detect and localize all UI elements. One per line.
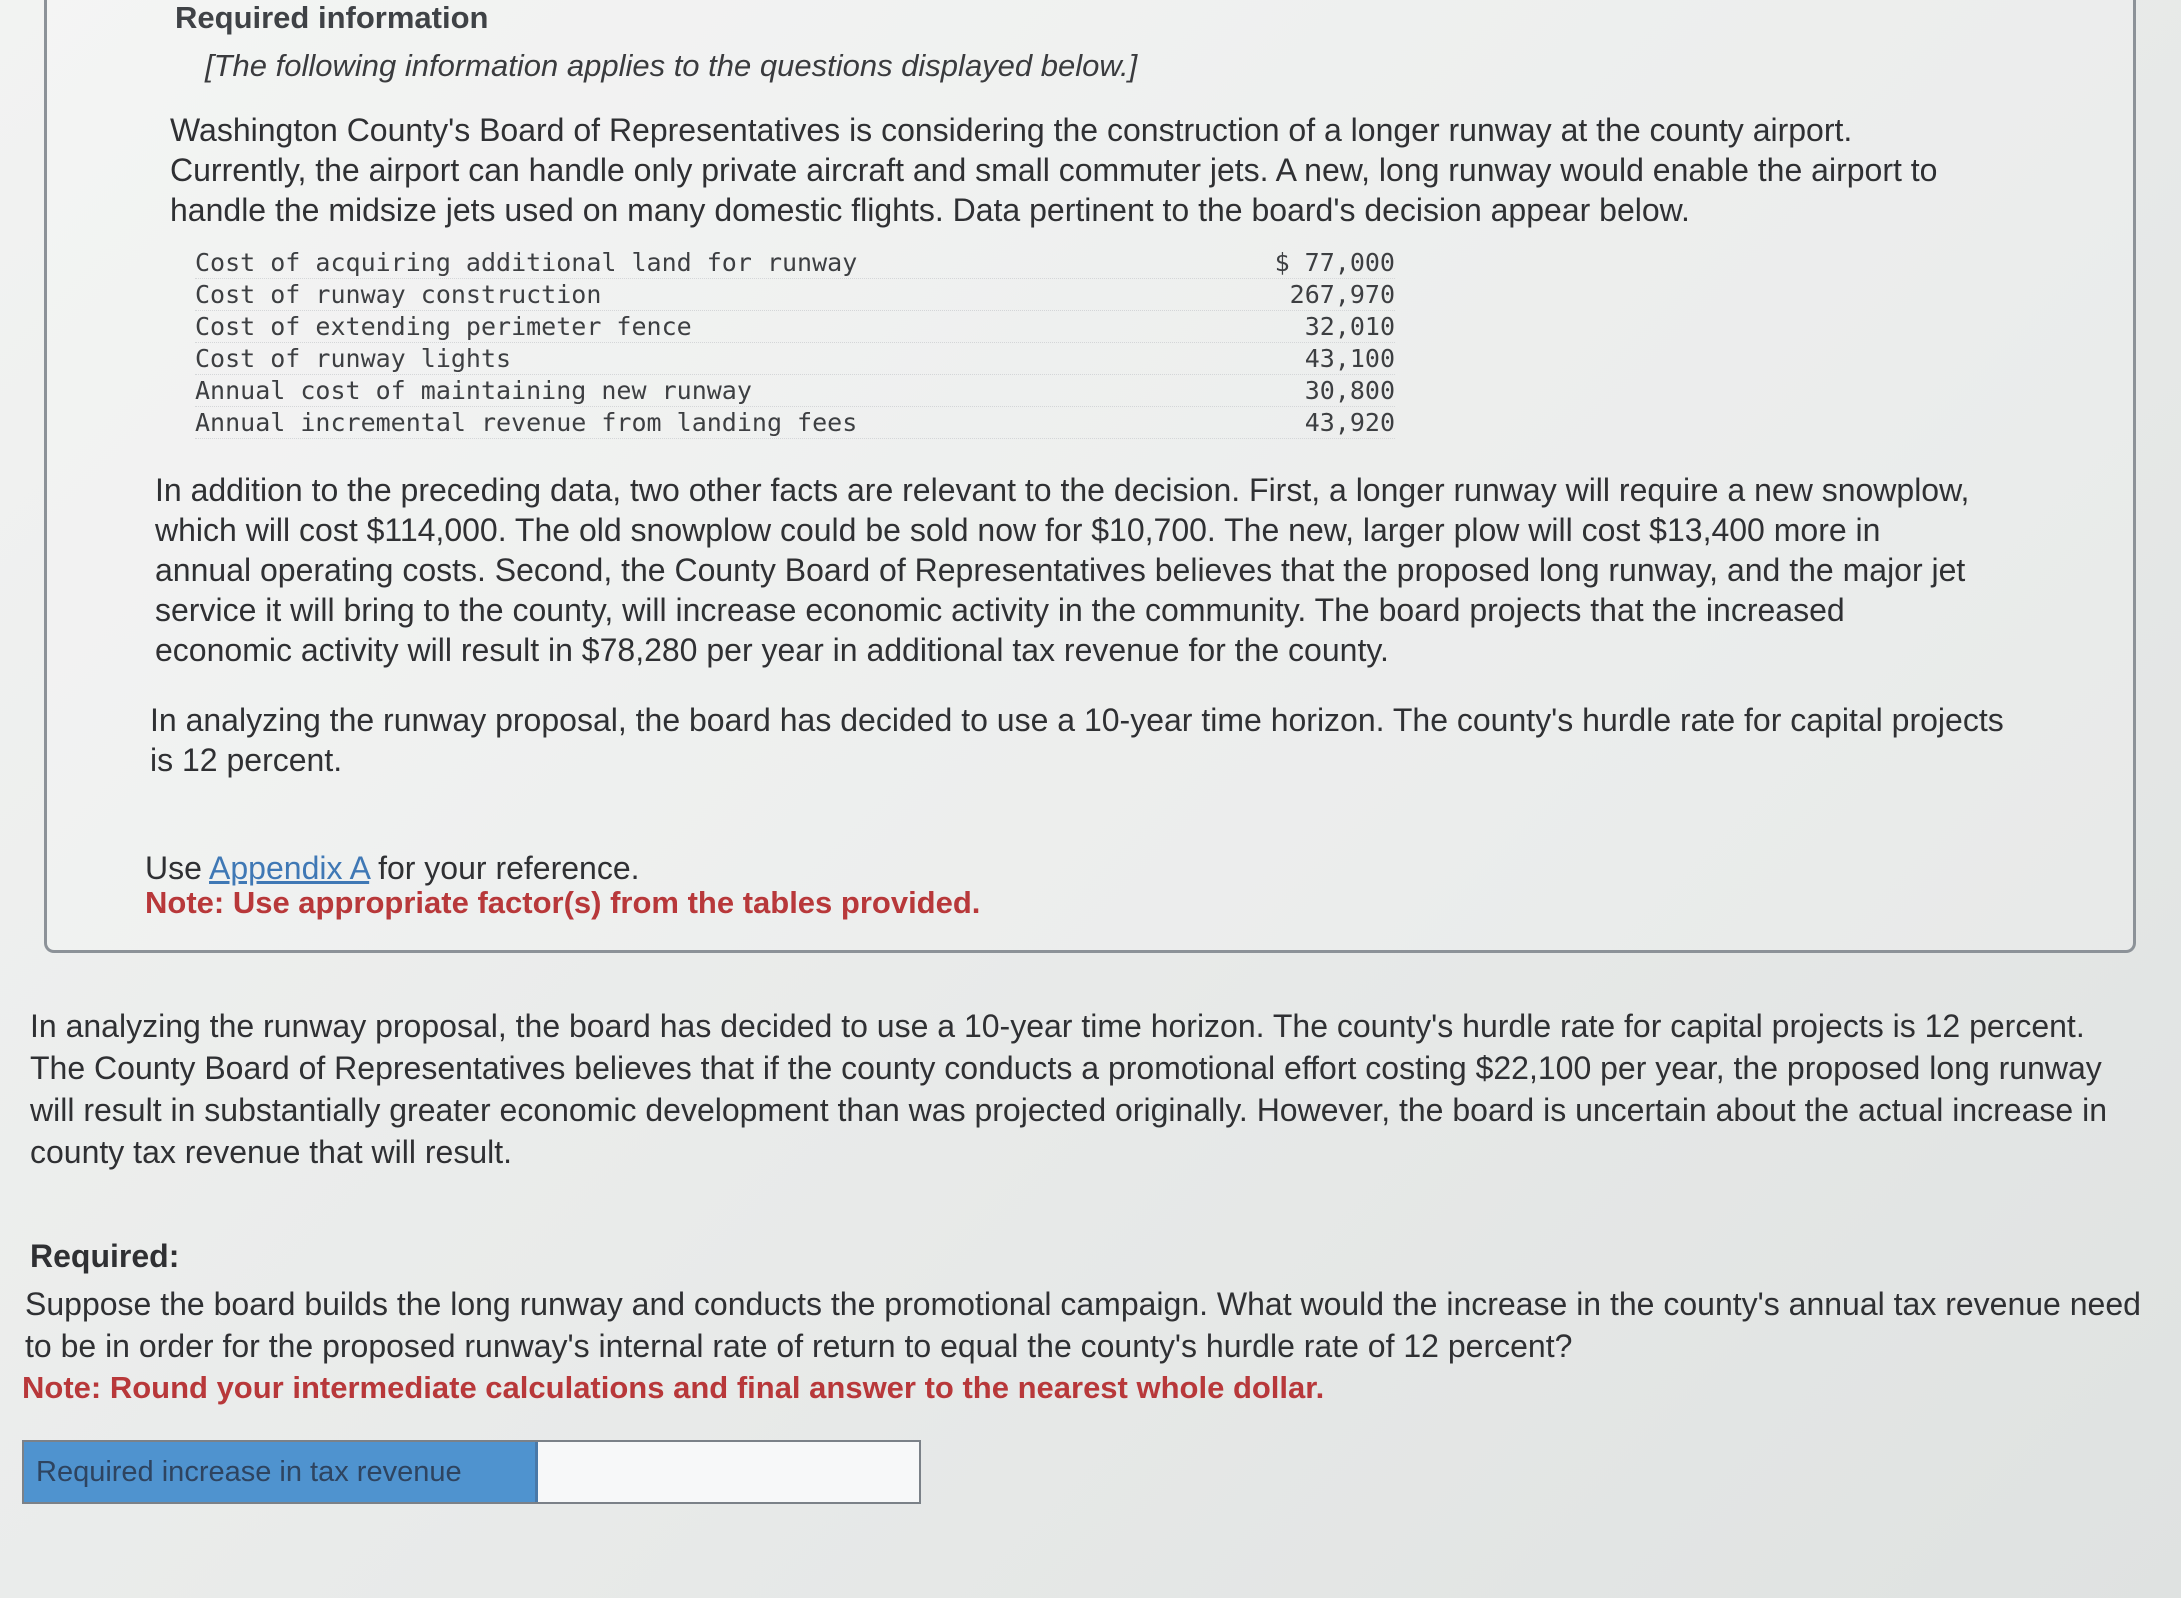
data-row [195,407,1395,439]
data-row [195,247,1395,279]
answer-row [22,1440,921,1504]
cost-data-table [195,247,1395,439]
data-row-value: 30,800 [1304,376,1395,405]
required-question-text: Suppose the board builds the long runway and conducts the promotional campaign. What would the increase in the county's annual tax revenue need to be in order for the proposed runway's internal rate of return to equal the county's hurdle rate of 12 percent? [25,1286,2141,1364]
data-row-value: 43,100 [1304,344,1395,373]
data-row [195,343,1395,375]
data-row-label: Annual cost of maintaining new runway [195,376,752,405]
data-row-value: $ 77,000 [1274,248,1395,277]
data-row [195,375,1395,407]
tax-revenue-input[interactable] [535,1442,919,1502]
appendix-reference [145,850,640,887]
appendix-a-link[interactable]: Appendix A [209,850,370,886]
data-row [195,311,1395,343]
data-row-value: 267,970 [1289,280,1395,309]
required-information-title: Required information [175,0,489,35]
rounding-note: Note: Round your intermediate calculations and final answer to the nearest whole dollar. [22,1370,1325,1405]
data-row [195,279,1395,311]
data-row-value: 43,920 [1304,408,1395,437]
scenario-paragraph-2: In addition to the preceding data, two other facts are relevant to the decision. First, a longer runway will require a new snowplow, which will cost $114,000. The old snowplow could be sold now for $10,700. The new, larger plow will cost $13,400 more in annual operating costs. Second, the County Board of Representatives believes that the proposed long runway, and the major jet service it will bring to the county, will increase economic activity in the community. The board projects that the increased economic activity will result in $78,280 per year in additional tax revenue for the county. [155,472,1970,668]
data-row-label: Cost of runway lights [195,344,512,373]
data-row-label: Cost of runway construction [195,280,602,309]
data-row-value: 32,010 [1304,312,1395,341]
question-paragraph: In analyzing the runway proposal, the board has decided to use a 10-year time horizon. The county's hurdle rate for capital projects is 12 percent. The County Board of Representatives believes that if the county conducts a promotional effort costing $22,100 per year, the proposed long runway will result in substantially greater economic development than was projected originally. However, the board is uncertain about the actual increase in county tax revenue that will result. [30,1008,2107,1170]
scenario-paragraph-1: Washington County's Board of Representatives is considering the construction of a longer runway at the county airport. Currently, the airport can handle only private aircraft and small commuter jets. A new, long runway would enable the airport to handle the midsize jets used on many domestic flights. Data pertinent to the board's decision appear below. [170,112,1938,228]
appendix-suffix: for your reference. [369,850,640,886]
data-row-label: Cost of acquiring additional land for runway [195,248,858,277]
data-row-label: Annual incremental revenue from landing fees [195,408,858,437]
scenario-paragraph-3: In analyzing the runway proposal, the board has decided to use a 10-year time horizon. The county's hurdle rate for capital projects is 12 percent. [150,702,2004,778]
factor-note: Note: Use appropriate factor(s) from the tables provided. [145,885,981,920]
appendix-prefix: Use [145,850,210,886]
required-heading: Required: [30,1238,180,1274]
data-row-label: Cost of extending perimeter fence [195,312,692,341]
answer-label: Required increase in tax revenue [24,1442,535,1502]
intro-note: [The following information applies to the questions displayed below.] [205,48,1138,83]
